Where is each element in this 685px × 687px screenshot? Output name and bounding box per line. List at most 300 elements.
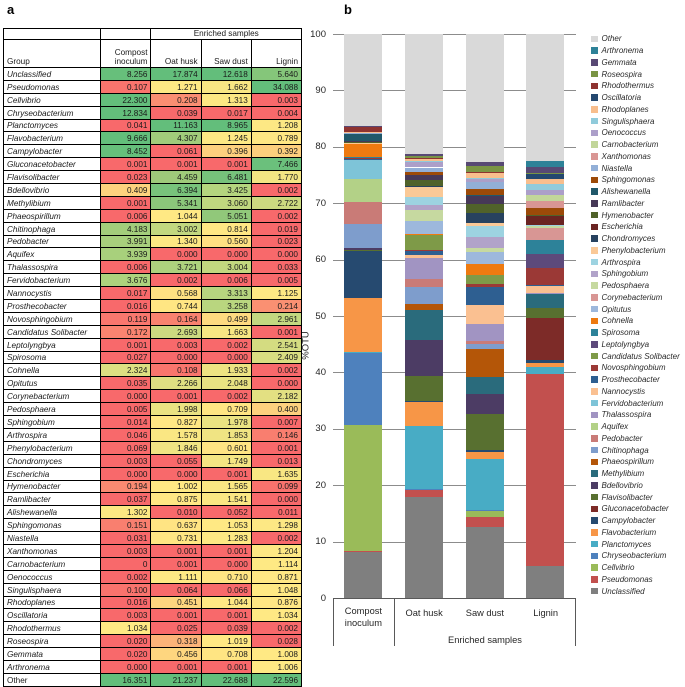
abundance-value-cell: 3.258 <box>201 300 251 313</box>
table-row <box>4 171 302 184</box>
abundance-value-cell: 0.001 <box>201 660 251 673</box>
abundance-value-cell: 1.271 <box>151 80 201 93</box>
y-tick-label: 100 <box>298 29 326 40</box>
legend-swatch <box>591 200 598 207</box>
legend-item <box>591 362 685 374</box>
legend-label: Rhodoplanes <box>602 105 649 114</box>
legend-item <box>591 444 685 456</box>
abundance-value-cell: 3.313 <box>201 287 251 300</box>
table-row <box>4 570 302 583</box>
abundance-value-cell: 2.409 <box>251 351 301 364</box>
x-category-label: Saw dust <box>455 608 516 620</box>
legend-label: Fervidobacterium <box>602 399 664 408</box>
abundance-value-cell: 0 <box>101 557 151 570</box>
group-name-cell: Cohnella <box>4 364 101 377</box>
bar-segment <box>344 551 382 598</box>
table-row <box>4 583 302 596</box>
table-row <box>4 493 302 506</box>
bar-segment <box>466 204 504 213</box>
table-row <box>4 454 302 467</box>
table-row <box>4 377 302 390</box>
table-row <box>4 648 302 661</box>
legend-label: Gemmata <box>602 58 637 67</box>
legend-swatch <box>591 47 598 54</box>
abundance-value-cell: 2.693 <box>151 325 201 338</box>
table-row <box>4 132 302 145</box>
abundance-value-cell: 0.002 <box>201 338 251 351</box>
y-tick-label: 60 <box>298 254 326 265</box>
group-name-cell: Hymenobacter <box>4 480 101 493</box>
bar-segment <box>526 167 564 173</box>
abundance-value-cell: 0.000 <box>101 660 151 673</box>
legend-item <box>591 527 685 539</box>
abundance-value-cell: 5.341 <box>151 196 201 209</box>
group-name-cell: Roseospira <box>4 635 101 648</box>
table-row <box>4 274 302 287</box>
bar-segment <box>405 180 443 186</box>
table-row <box>4 532 302 545</box>
bar-segment <box>526 566 564 598</box>
legend-label: Rhodothermus <box>602 81 654 90</box>
bar-segment <box>466 527 504 598</box>
abundance-value-cell: 1.044 <box>201 596 251 609</box>
x-category-label: Compost inoculum <box>333 606 394 629</box>
table-corner-cell <box>4 29 101 40</box>
abundance-value-cell: 1.034 <box>251 609 301 622</box>
abundance-value-cell: 0.107 <box>101 80 151 93</box>
table-row <box>4 596 302 609</box>
legend-item <box>591 139 685 151</box>
abundance-value-cell: 0.172 <box>101 325 151 338</box>
legend-swatch <box>591 541 598 548</box>
legend-item <box>591 350 685 362</box>
abundance-value-cell: 1.034 <box>101 622 151 635</box>
table-row <box>4 609 302 622</box>
bar-segment <box>466 226 504 236</box>
abundance-value-cell: 0.001 <box>201 609 251 622</box>
abundance-value-cell: 0.710 <box>201 570 251 583</box>
bar-segment <box>344 157 382 158</box>
bar-segment <box>405 250 443 251</box>
bar-segment <box>405 279 443 287</box>
abundance-value-cell: 3.425 <box>201 184 251 197</box>
abundance-value-cell: 0.164 <box>151 312 201 325</box>
group-name-cell: Chryseobacterium <box>4 106 101 119</box>
table-header-enriched-samples: Enriched samples <box>151 29 302 40</box>
abundance-value-cell: 3.004 <box>201 261 251 274</box>
legend-swatch <box>591 106 598 113</box>
legend-swatch <box>591 423 598 430</box>
bar-segment <box>526 201 564 208</box>
group-name-cell: Planctomyces <box>4 119 101 132</box>
bar-segment <box>526 173 564 179</box>
abundance-value-cell: 0.789 <box>251 132 301 145</box>
bar-segment <box>526 363 564 367</box>
legend-swatch <box>591 141 598 148</box>
abundance-value-cell: 0.023 <box>251 235 301 248</box>
group-name-cell: Campylobacter <box>4 145 101 158</box>
abundance-value-cell: 1.313 <box>201 93 251 106</box>
legend-label: Candidatus Solibacter <box>602 352 680 361</box>
abundance-value-cell: 4.183 <box>101 222 151 235</box>
bar-segment <box>344 158 382 159</box>
legend-label: Spirosoma <box>602 328 640 337</box>
bar-segment <box>466 344 504 349</box>
bar-segment <box>405 234 443 235</box>
bar-segment <box>405 490 443 497</box>
bar-segment <box>466 349 504 377</box>
table-row <box>4 480 302 493</box>
legend-swatch <box>591 83 598 90</box>
bar-segment <box>344 179 382 201</box>
legend-label: Other <box>602 34 622 43</box>
abundance-value-cell: 2.961 <box>251 312 301 325</box>
legend-swatch <box>591 470 598 477</box>
legend-item <box>591 256 685 268</box>
bar-segment <box>466 196 504 205</box>
abundance-value-cell: 1.770 <box>251 171 301 184</box>
abundance-value-cell: 1.978 <box>201 416 251 429</box>
abundance-value-cell: 0.000 <box>251 493 301 506</box>
group-name-cell: Niastella <box>4 532 101 545</box>
legend-swatch <box>591 365 598 372</box>
abundance-value-cell: 0.000 <box>201 248 251 261</box>
legend-item <box>591 456 685 468</box>
bar-segment <box>344 224 382 248</box>
bar-segment <box>466 341 504 344</box>
group-name-cell: Prosthecobacter <box>4 300 101 313</box>
legend-label: Methylibium <box>602 469 645 478</box>
abundance-value-cell: 2.182 <box>251 390 301 403</box>
abundance-value-cell: 11.163 <box>151 119 201 132</box>
abundance-value-cell: 0.000 <box>201 351 251 364</box>
abundance-value-cell: 0.108 <box>151 364 201 377</box>
bar-segment <box>405 186 443 196</box>
group-name-cell: Phaeospirillum <box>4 209 101 222</box>
abundance-value-cell: 0.000 <box>101 390 151 403</box>
abundance-value-cell: 1.048 <box>251 583 301 596</box>
bar-segment <box>526 318 564 360</box>
abundance-value-cell: 4.307 <box>151 132 201 145</box>
legend-label: Campylobacter <box>602 516 656 525</box>
legend-label: Aquifex <box>602 422 629 431</box>
bar-segment <box>526 179 564 184</box>
bar-segment <box>405 221 443 234</box>
legend-item <box>591 339 685 351</box>
table-header-group: Group <box>4 40 101 68</box>
bar-segment <box>466 264 504 275</box>
abundance-value-cell: 0.003 <box>101 454 151 467</box>
legend-swatch <box>591 376 598 383</box>
table-row <box>4 506 302 519</box>
bar-segment <box>405 497 443 598</box>
abundance-value-cell: 3.721 <box>151 261 201 274</box>
bar-segment <box>466 172 504 178</box>
table-row <box>4 622 302 635</box>
abundance-value-cell: 1.053 <box>201 519 251 532</box>
abundance-value-cell: 0.876 <box>251 596 301 609</box>
abundance-value-cell: 0.871 <box>251 570 301 583</box>
bar-segment <box>466 414 504 451</box>
group-name-cell: Arthrospira <box>4 428 101 441</box>
abundance-value-cell: 1.340 <box>151 235 201 248</box>
legend-label: Opitutus <box>602 305 632 314</box>
y-tick-label: 40 <box>298 367 326 378</box>
table-header-compost-inoculum: Compost inoculum <box>101 40 151 68</box>
abundance-value-cell: 1.044 <box>151 209 201 222</box>
bar-segment <box>344 353 382 425</box>
legend-item <box>591 538 685 550</box>
abundance-value-cell: 0.002 <box>201 390 251 403</box>
abundance-value-cell: 8.965 <box>201 119 251 132</box>
bar-segment <box>466 287 504 305</box>
abundance-value-cell: 0.046 <box>101 428 151 441</box>
abundance-value-cell: 0.003 <box>151 338 201 351</box>
bar-segment <box>526 225 564 226</box>
bar-segment <box>526 184 564 190</box>
bar-segment <box>405 172 443 176</box>
legend-label: Bdellovibrio <box>602 481 643 490</box>
bar-segment <box>344 425 382 551</box>
bar-segment <box>405 161 443 167</box>
bar-segment <box>526 308 564 318</box>
bar-segment <box>344 250 382 298</box>
table-row <box>4 235 302 248</box>
y-axis-title: %OTU <box>301 326 312 366</box>
table-row <box>4 673 302 686</box>
table-row <box>4 635 302 648</box>
bar-segment <box>344 159 382 180</box>
stacked-bar-compost-inoculum <box>344 34 382 598</box>
legend-item <box>591 292 685 304</box>
legend-item <box>591 186 685 198</box>
bar-segment <box>405 34 443 154</box>
table-row <box>4 403 302 416</box>
abundance-value-cell: 4.459 <box>151 171 201 184</box>
abundance-value-cell: 1.298 <box>251 519 301 532</box>
legend-label: Phaeospirillum <box>602 457 654 466</box>
group-name-cell: Pseudomonas <box>4 80 101 93</box>
group-name-cell: Xanthomonas <box>4 544 101 557</box>
y-tick-label: 80 <box>298 141 326 152</box>
stacked-bar-lignin <box>526 34 564 598</box>
legend-label: Arthrospira <box>602 258 641 267</box>
legend-item <box>591 233 685 245</box>
table-row <box>4 119 302 132</box>
bar-segment <box>466 162 504 166</box>
legend-label: Nannocystis <box>602 387 646 396</box>
legend-item <box>591 480 685 492</box>
table-row <box>4 519 302 532</box>
bar-segment <box>466 394 504 413</box>
bar-segment <box>405 304 443 310</box>
y-tick-label: 20 <box>298 480 326 491</box>
abundance-value-cell: 0.031 <box>101 532 151 545</box>
abundance-value-cell: 1.998 <box>151 403 201 416</box>
group-name-cell: Corynebacterium <box>4 390 101 403</box>
y-tick-label: 90 <box>298 85 326 96</box>
bar-segment <box>466 284 504 287</box>
legend-item <box>591 327 685 339</box>
abundance-value-cell: 0.001 <box>101 338 151 351</box>
abundance-value-cell: 0.099 <box>251 480 301 493</box>
group-name-cell: Pedosphaera <box>4 403 101 416</box>
group-name-cell: Other <box>4 673 101 686</box>
group-name-cell: Rhodoplanes <box>4 596 101 609</box>
bar-segment <box>405 205 443 210</box>
bar-segment <box>466 248 504 252</box>
bar-segment <box>526 293 564 308</box>
legend-item <box>591 162 685 174</box>
table-header-saw-dust: Saw dust <box>201 40 251 68</box>
group-name-cell: Sphingobium <box>4 416 101 429</box>
abundance-value-cell: 0.020 <box>101 635 151 648</box>
group-name-cell: Chondromyces <box>4 454 101 467</box>
bar-segment <box>344 133 382 134</box>
legend-label: Sphingomonas <box>602 175 655 184</box>
abundance-value-cell: 0.003 <box>101 544 151 557</box>
table-corner-cell <box>101 29 151 40</box>
abundance-value-cell: 0.001 <box>151 557 201 570</box>
legend-item <box>591 503 685 515</box>
legend-swatch <box>591 588 598 595</box>
legend-swatch <box>591 59 598 66</box>
legend-label: Phenylobacterium <box>602 246 666 255</box>
group-name-cell: Aquifex <box>4 248 101 261</box>
bar-segment <box>344 248 382 250</box>
legend-swatch <box>591 517 598 524</box>
abundance-value-cell: 0.708 <box>201 648 251 661</box>
y-tick-label: 70 <box>298 198 326 209</box>
legend-swatch <box>591 282 598 289</box>
bar-segment <box>526 226 564 228</box>
legend-item <box>591 92 685 104</box>
group-name-cell: Nannocystis <box>4 287 101 300</box>
table-row <box>4 364 302 377</box>
abundance-value-cell: 0.002 <box>251 532 301 545</box>
stacked-bar-saw-dust <box>466 34 504 598</box>
abundance-value-cell: 1.578 <box>151 428 201 441</box>
legend-label: Pedobacter <box>602 434 643 443</box>
table-row <box>4 660 302 673</box>
bar-segment <box>466 213 504 223</box>
group-name-cell: Carnobacterium <box>4 557 101 570</box>
abundance-value-cell: 0.002 <box>251 209 301 222</box>
abundance-value-cell: 0.001 <box>251 325 301 338</box>
legend-item <box>591 221 685 233</box>
bar-segment <box>466 452 504 459</box>
legend-swatch <box>591 294 598 301</box>
abundance-value-cell: 2.722 <box>251 196 301 209</box>
legend-item <box>591 174 685 186</box>
table-row <box>4 222 302 235</box>
abundance-value-cell: 0.000 <box>201 557 251 570</box>
bar-segment <box>405 340 443 376</box>
legend-item <box>591 198 685 210</box>
legend-swatch <box>591 71 598 78</box>
bar-segment <box>526 195 564 201</box>
legend-label: Roseospira <box>602 70 642 79</box>
group-name-cell: Gemmata <box>4 648 101 661</box>
legend-swatch <box>591 459 598 466</box>
legend-label: Xanthomonas <box>602 152 651 161</box>
table-header-lignin: Lignin <box>251 40 301 68</box>
legend-label: Thalassospira <box>602 410 652 419</box>
bar-segment <box>466 252 504 264</box>
abundance-value-cell: 0.392 <box>251 145 301 158</box>
abundance-value-cell: 22.688 <box>201 673 251 686</box>
abundance-value-cell: 0.744 <box>151 300 201 313</box>
group-name-cell: Thalassospira <box>4 261 101 274</box>
bar-segment <box>466 517 504 526</box>
abundance-value-cell: 0.001 <box>101 196 151 209</box>
legend-item <box>591 57 685 69</box>
abundance-value-cell: 0.000 <box>251 377 301 390</box>
abundance-value-cell: 0.027 <box>101 351 151 364</box>
abundance-value-cell: 0.019 <box>251 222 301 235</box>
panel-a-label: a <box>7 2 14 17</box>
legend-label: Pedosphaera <box>602 281 650 290</box>
bar-segment <box>405 235 443 250</box>
legend-item <box>591 33 685 45</box>
abundance-value-cell: 0.560 <box>201 235 251 248</box>
group-name-cell: Rhodothermus <box>4 622 101 635</box>
group-name-cell: Pedobacter <box>4 235 101 248</box>
legend-swatch <box>591 212 598 219</box>
abundance-value-cell: 1.541 <box>201 493 251 506</box>
table-row <box>4 248 302 261</box>
legend-item <box>591 209 685 221</box>
stacked-bar-oat-husk <box>405 34 443 598</box>
abundance-value-cell: 1.002 <box>151 480 201 493</box>
table-row <box>4 544 302 557</box>
legend-swatch <box>591 165 598 172</box>
abundance-value-cell: 0.568 <box>151 287 201 300</box>
abundance-value-cell: 12.618 <box>201 68 251 81</box>
abundance-heatmap-table <box>3 28 302 687</box>
abundance-value-cell: 0.601 <box>201 441 251 454</box>
legend-label: Hymenobacter <box>602 211 654 220</box>
bar-segment <box>466 377 504 394</box>
legend-label: Chondromyces <box>602 234 656 243</box>
bar-segment <box>466 324 504 341</box>
abundance-value-cell: 0.451 <box>151 596 201 609</box>
chart-legend <box>591 33 685 597</box>
bar-segment <box>405 401 443 425</box>
table-row <box>4 196 302 209</box>
legend-item <box>591 80 685 92</box>
abundance-value-cell: 0.002 <box>101 570 151 583</box>
legend-label: Flavisolibacter <box>602 493 653 502</box>
legend-label: Singulisphaera <box>602 117 655 126</box>
legend-label: Novosphingobium <box>602 363 666 372</box>
legend-swatch <box>591 564 598 571</box>
abundance-value-cell: 0.025 <box>151 622 201 635</box>
group-name-cell: Chitinophaga <box>4 222 101 235</box>
x-axis-group-label: Enriched samples <box>394 635 576 645</box>
group-name-cell: Bdellovibrio <box>4 184 101 197</box>
bar-segment <box>344 126 382 132</box>
abundance-value-cell: 1.565 <box>201 480 251 493</box>
legend-item <box>591 151 685 163</box>
legend-label: Cellvibrio <box>602 563 635 572</box>
abundance-value-cell: 0.194 <box>101 480 151 493</box>
abundance-value-cell: 0.637 <box>151 519 201 532</box>
legend-swatch <box>591 318 598 325</box>
abundance-value-cell: 2.324 <box>101 364 151 377</box>
legend-label: Cohnella <box>602 316 634 325</box>
table-row <box>4 80 302 93</box>
